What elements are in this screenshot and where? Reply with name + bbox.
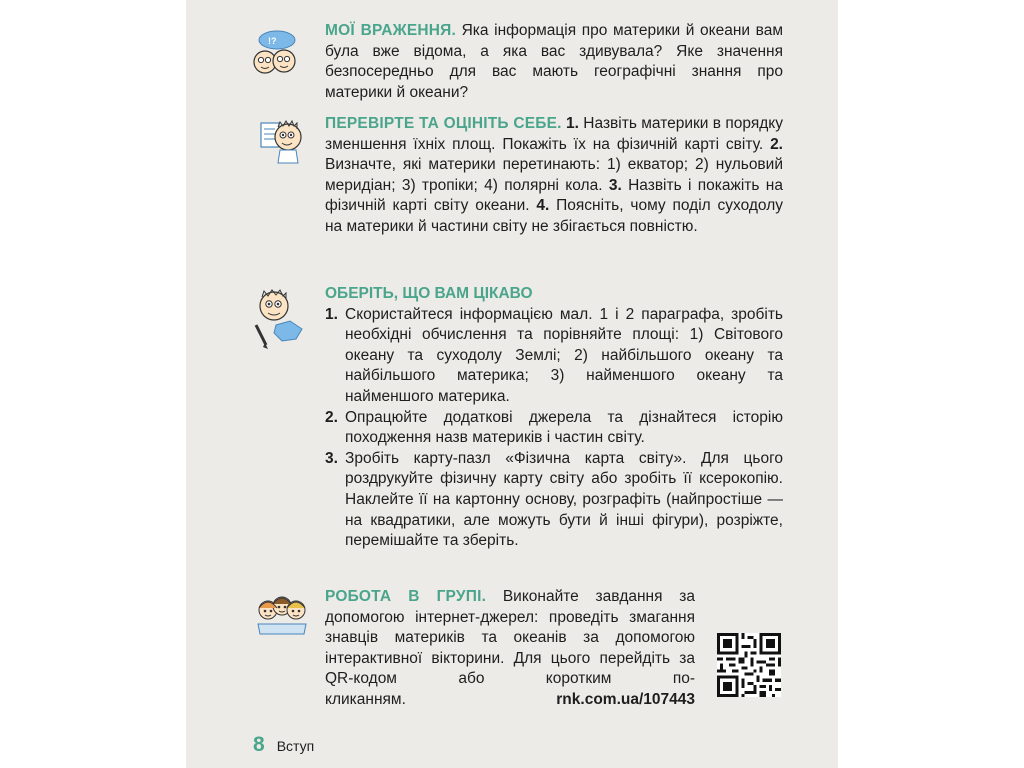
choose-item-2 bbox=[325, 408, 783, 449]
choose-item-3-num: 3. bbox=[325, 449, 338, 467]
check-block bbox=[325, 114, 783, 238]
check-heading: ПЕРЕВІРТЕ ТА ОЦІНІТЬ СЕБЕ. bbox=[325, 115, 562, 132]
group-paragraph bbox=[325, 587, 695, 690]
check-num-2: 2. bbox=[770, 135, 783, 153]
page-number: 8 bbox=[253, 733, 265, 756]
check-num-1: 1. bbox=[566, 115, 579, 132]
choose-block bbox=[325, 284, 783, 552]
check-text-3: Назвіть і покажіть на фізичній карті світу океани. bbox=[325, 176, 783, 215]
choose-item-1-num: 1. bbox=[325, 305, 338, 323]
two-faces-thought-icon bbox=[248, 28, 304, 76]
choose-heading: ОБЕРІТЬ, ЩО ВАМ ЦІКАВО bbox=[325, 285, 533, 302]
short-link[interactable]: rnk.com.ua/107443 bbox=[556, 690, 695, 708]
check-text-4: Поясніть, чому поділ суходолу на материки й частини світу не збігається повністю. bbox=[325, 197, 783, 235]
check-text-2: Визначте, які материки перетинають: 1) екватор; 2) нульовий меридіан; 3) тропіки; 4) полярні кола. bbox=[325, 156, 783, 194]
page-footer bbox=[253, 733, 314, 757]
section-name: Вступ bbox=[276, 738, 315, 754]
check-paragraph bbox=[325, 114, 783, 238]
choose-item-2-text: Опрацюйте додаткові джерела та дізнайтеся історію походження назв материків і частин світу. bbox=[345, 408, 783, 447]
face-with-checklist-icon bbox=[258, 117, 308, 165]
group-tail-text: кликанням. bbox=[325, 690, 406, 708]
choose-item-1 bbox=[325, 305, 783, 408]
check-text-1: Назвіть материки в порядку зменшення їхніх площ. Покажіть їх на фізичній карті світу. bbox=[325, 115, 783, 153]
svg-text:!?: !? bbox=[268, 36, 277, 46]
impressions-heading: МОЇ ВРАЖЕННЯ. bbox=[325, 22, 456, 39]
group-text: Виконайте завдання за допомогою інтернет-джерел: проведіть змагання знавців материків та океанів за допомогою інтерактивної вікторини. Для цього перейдіть за QR-кодом або коротким по- bbox=[325, 588, 695, 688]
check-num-3: 3. bbox=[608, 176, 622, 194]
textbook-page bbox=[186, 0, 838, 768]
check-num-4: 4. bbox=[536, 197, 550, 215]
face-with-pencil-icon bbox=[250, 289, 308, 351]
impressions-text: Яка інформація про материки й океани вам була вже відома, а яка вас здивувала? Яке значення безпосередньо для вас мають географічні знання про материки й океани? bbox=[325, 22, 783, 101]
group-block bbox=[325, 587, 695, 711]
group-heading: РОБОТА В ГРУПІ. bbox=[325, 588, 487, 605]
impressions-paragraph bbox=[325, 21, 783, 103]
choose-item-3 bbox=[325, 449, 783, 552]
group-of-kids-icon bbox=[254, 590, 310, 636]
choose-item-2-num: 2. bbox=[325, 408, 338, 426]
group-last-line bbox=[325, 690, 695, 711]
choose-item-1-text: Скористайтеся інформацією мал. 1 і 2 параграфа, зробіть необхідні обчислення та порівняйте площі: 1) Світового океану та суходолу Землі; 2) найбільшого океану та найбільшого материка; 3) найменшого океану та найменшого материка. bbox=[345, 305, 783, 405]
qr-code[interactable] bbox=[717, 633, 781, 697]
choose-item-3-text: Зробіть карту-пазл «Фізична карта світу». Для цього роздрукуйте фізичну карту світу або зробіть її ксерокопію. Наклейте її на картонну основу, розграфіть (найпростіше — на квадратики, але можуть бути й інші фігури), розріжте, перемішайте та зберіть. bbox=[345, 449, 783, 550]
impressions-block bbox=[325, 21, 783, 103]
